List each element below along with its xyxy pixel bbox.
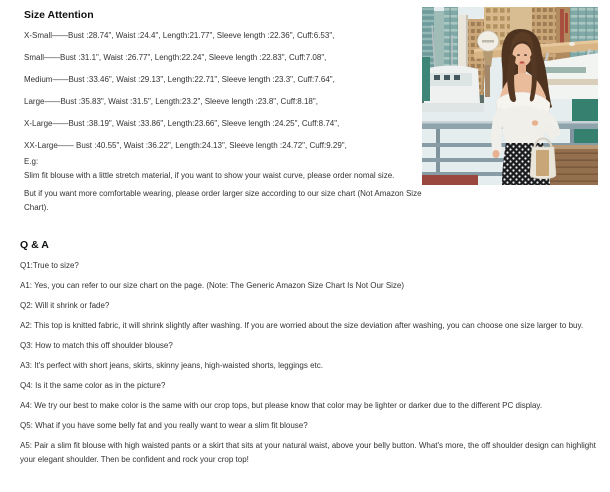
qa-question-1: Q1:True to size? — [20, 261, 79, 270]
qa-section — [20, 239, 603, 466]
size-attention-heading: Size Attention — [24, 9, 94, 21]
fit-note-larger-size: But if you want more comfortable wearing, please order larger size according to our size chart (Not Amazon Size Chart). — [24, 189, 422, 212]
size-line-xlarge: X-Large——Bust :38.19", Waist :33.86", Length:23.66", Sleeve length :24.25", Cuff:8.74", — [24, 119, 340, 128]
size-line-large: Large——Bust :35.83", Waist :31.5", Length:23.2", Sleeve length :23.8", Cuff:8.18", — [24, 97, 318, 106]
qa-question-5: Q5: What if you have some belly fat and you really want to wear a slim fit blouse? — [20, 421, 308, 430]
qa-answer-1: A1: Yes, you can refer to our size chart on the page. (Note: The Generic Amazon Size Chart Is Not Our Size) — [20, 281, 405, 290]
size-attention-section — [24, 9, 422, 219]
size-line-xxlarge: XX-Large—— Bust :40.55", Waist :36.22", Length:24.13", Sleeve length :24.72", Cuff:9.29", — [24, 141, 347, 150]
qa-heading: Q & A — [20, 239, 49, 251]
size-attention-row — [0, 9, 610, 219]
product-photo-illustration — [422, 7, 598, 185]
qa-answer-3: A3: It's perfect with short jeans, skirts, skinny jeans, high-waisted shorts, leggings etc. — [20, 361, 323, 370]
size-line-small: Small——Bust :31.1", Waist :26.77", Length:22.24", Sleeve length :22.83", Cuff:7.08", — [24, 53, 327, 62]
qa-question-2: Q2: Will it shrink or fade? — [20, 301, 110, 310]
qa-answer-2: A2: This top is knitted fabric, it will shrink slightly after washing. If you are worried about the size deviation after washing, you can choose one size larger to buy. — [20, 321, 584, 330]
qa-answer-5: A5: Pair a slim fit blouse with high waisted pants or a skirt that sits at your natural waist, above your belly button. What's more, the off shoulder design can highlight your elegant shoulder. Then be confident and rock your crop top! — [20, 441, 596, 464]
product-photo — [422, 7, 598, 185]
size-line-xsmall: X-Small——Bust :28.74", Waist :24.4", Length:21.77", Sleeve length :22.36", Cuff:6.53", — [24, 31, 335, 40]
qa-question-4: Q4: Is it the same color as in the picture? — [20, 381, 166, 390]
qa-answer-4: A4: We try our best to make color is the same with our crop tops, but please know that color may be lighter or darker due to the different PC display. — [20, 401, 543, 410]
eg-label: E.g: — [24, 157, 39, 166]
qa-question-3: Q3: How to match this off shoulder blouse? — [20, 341, 173, 350]
fit-note-normal-size: Slim fit blouse with a little stretch material, if you want to show your waist curve, please order nomal size. — [24, 171, 395, 180]
size-line-medium: Medium——Bust :33.46", Waist :29.13", Length:22.71", Sleeve length :23.3", Cuff:7.64", — [24, 75, 335, 84]
